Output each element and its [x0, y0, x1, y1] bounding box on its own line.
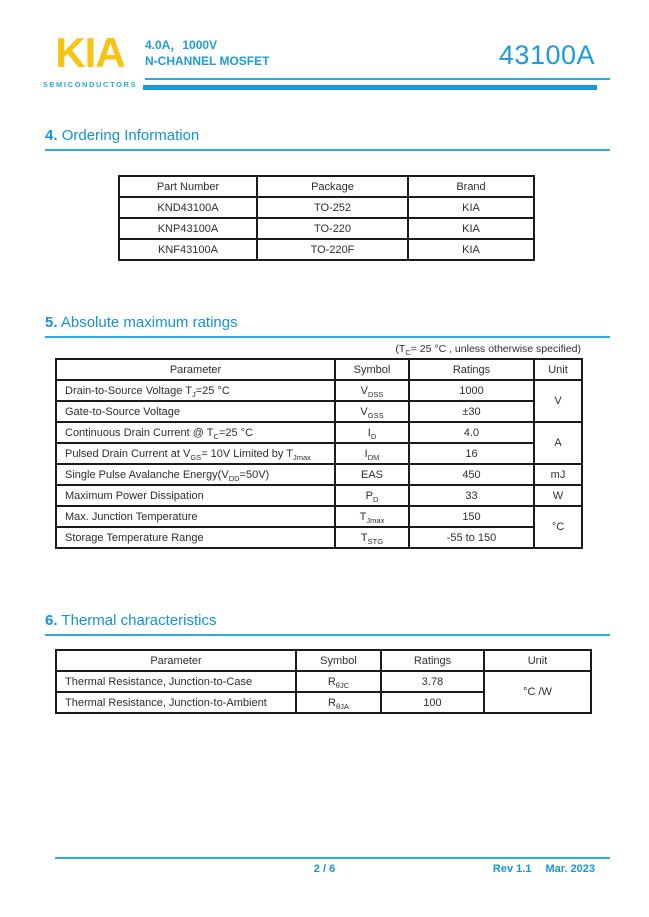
- footer-divider: [55, 857, 610, 859]
- table-row: [119, 218, 534, 239]
- col-header-ratings: Ratings: [409, 359, 534, 380]
- parameter-cell: Continuous Drain Current @ $T_C=25$ °C: [56, 422, 335, 443]
- col-header-package: Package: [257, 176, 408, 197]
- symbol-cell: $V_{DSS}$: [335, 380, 409, 401]
- table-row: [56, 443, 582, 464]
- col-header-symbol: Symbol: [296, 650, 381, 671]
- revision-label: Rev 1.1: [492, 863, 532, 875]
- parameter-cell: Maximum Power Dissipation: [56, 485, 335, 506]
- symbol-cell: $V_{GSS}$: [335, 401, 409, 422]
- conditions-note: ($T_C= 25$ °C , unless otherwise specified): [395, 343, 581, 358]
- ordering-table: [118, 175, 535, 261]
- col-header-parameter: Parameter: [56, 650, 296, 671]
- table-row: [56, 527, 582, 548]
- device-rating-line: 4.0A，1000V: [145, 38, 218, 52]
- rating-cell: 16: [409, 443, 534, 464]
- abs-max-ratings-table: [55, 358, 583, 549]
- rating-cell: 150: [409, 506, 534, 527]
- part-number-cell: KNP43100A: [119, 218, 257, 239]
- logo-subtext: SEMICONDUCTORS: [42, 80, 138, 89]
- table-header-row: [56, 359, 582, 380]
- table-row: [56, 422, 582, 443]
- section-number: 5.: [45, 314, 58, 331]
- header-divider-thin: [145, 78, 610, 80]
- header-divider-thick: [143, 85, 597, 90]
- symbol-cell: $T_{Jmax}$: [335, 506, 409, 527]
- unit-cell: V: [534, 380, 582, 422]
- unit-cell: W: [534, 485, 582, 506]
- symbol-cell: $T_{STG}$: [335, 527, 409, 548]
- rating-cell: 1000: [409, 380, 534, 401]
- parameter-cell: Storage Temperature Range: [56, 527, 335, 548]
- col-header-parameter: Parameter: [56, 359, 335, 380]
- part-number-cell: KND43100A: [119, 197, 257, 218]
- table-row: [119, 239, 534, 260]
- table-row: [56, 401, 582, 422]
- unit-cell: °C /W: [484, 671, 591, 713]
- kia-logo: KIA: [55, 29, 125, 76]
- rating-cell: 450: [409, 464, 534, 485]
- table-row: [56, 506, 582, 527]
- parameter-cell: Thermal Resistance, Junction-to-Case: [56, 671, 296, 692]
- device-type-line: N-CHANNEL MOSFET: [145, 54, 270, 68]
- parameter-cell: Pulsed Drain Current at $V_{GS}= 10V$ Limited by $T_{Jmax}$: [56, 443, 335, 464]
- section-title-ordering: [45, 127, 199, 144]
- col-header-unit: Unit: [534, 359, 582, 380]
- section-title-abs-max: [45, 314, 238, 331]
- col-header-symbol: Symbol: [335, 359, 409, 380]
- unit-cell: A: [534, 422, 582, 464]
- symbol-cell: $I_D$: [335, 422, 409, 443]
- unit-cell: °C: [534, 506, 582, 548]
- symbol-cell: $R_{\theta JA}$: [296, 692, 381, 713]
- brand-cell: KIA: [408, 197, 534, 218]
- section-underline: [45, 149, 610, 151]
- table-row: [56, 464, 582, 485]
- section-number: 6.: [45, 612, 58, 629]
- table-row: [56, 380, 582, 401]
- table-row: [119, 197, 534, 218]
- col-header-brand: Brand: [408, 176, 534, 197]
- parameter-cell: Gate-to-Source Voltage: [56, 401, 335, 422]
- brand-cell: KIA: [408, 239, 534, 260]
- symbol-cell: $I_{DM}$: [335, 443, 409, 464]
- table-row: [56, 671, 591, 692]
- parameter-cell: Thermal Resistance, Junction-to-Ambient: [56, 692, 296, 713]
- thermal-characteristics-table: [55, 649, 592, 714]
- col-header-part-number: Part Number: [119, 176, 257, 197]
- table-header-row: [119, 176, 534, 197]
- table-header-row: [56, 650, 591, 671]
- revision-info: [493, 863, 595, 875]
- section-underline: [45, 634, 610, 636]
- rating-cell: 3.78: [381, 671, 484, 692]
- symbol-cell: EAS: [335, 464, 409, 485]
- col-header-unit: Unit: [484, 650, 591, 671]
- rating-cell: 4.0: [409, 422, 534, 443]
- symbol-cell: $R_{\theta JC}$: [296, 671, 381, 692]
- table-row: [56, 485, 582, 506]
- package-cell: TO-220F: [257, 239, 408, 260]
- page-number: 2 / 6: [313, 863, 336, 875]
- col-header-ratings: Ratings: [381, 650, 484, 671]
- rating-cell: 33: [409, 485, 534, 506]
- section-label: Ordering Information: [61, 127, 200, 144]
- parameter-cell: Single Pulse Avalanche $Energy(V_{DD}=50V)$: [56, 464, 335, 485]
- section-title-thermal: [45, 612, 216, 629]
- section-underline: [45, 336, 610, 338]
- unit-cell: mJ: [534, 464, 582, 485]
- rating-cell: 100: [381, 692, 484, 713]
- brand-cell: KIA: [408, 218, 534, 239]
- section-label: Absolute maximum ratings: [60, 314, 238, 331]
- section-number: 4.: [45, 127, 58, 144]
- package-cell: TO-252: [257, 197, 408, 218]
- rating-cell: ±30: [409, 401, 534, 422]
- rating-cell: -55 to 150: [409, 527, 534, 548]
- parameter-cell: Drain-to-Source Voltage $T_J=25$ °C: [56, 380, 335, 401]
- symbol-cell: $P_D$: [335, 485, 409, 506]
- revision-date: Mar. 2023: [545, 863, 595, 875]
- device-subtitle: [145, 37, 269, 69]
- part-number: 43100A: [498, 40, 595, 70]
- package-cell: TO-220: [257, 218, 408, 239]
- parameter-cell: Max. Junction Temperature: [56, 506, 335, 527]
- part-number-cell: KNF43100A: [119, 239, 257, 260]
- section-label: Thermal characteristics: [61, 612, 217, 629]
